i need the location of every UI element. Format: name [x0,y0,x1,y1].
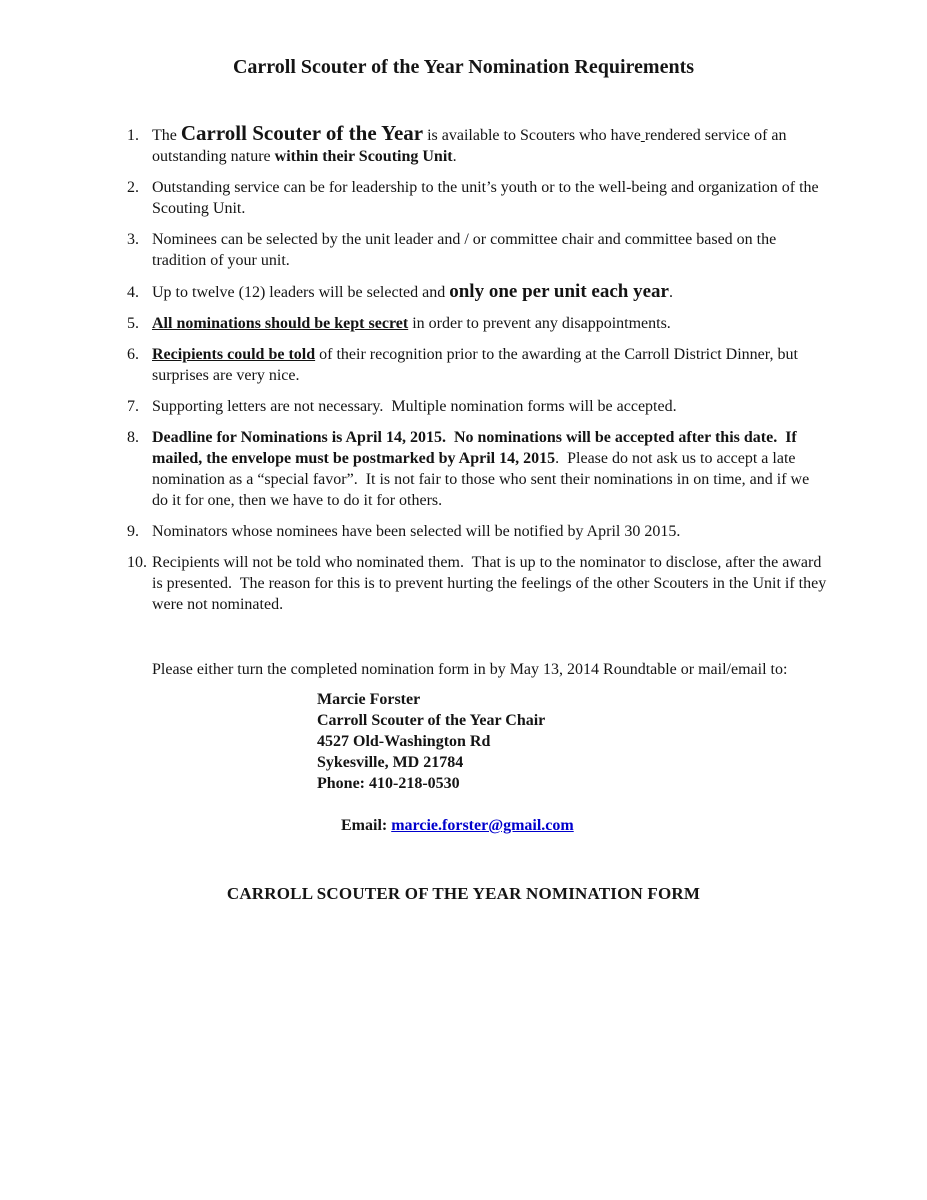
contact-block [317,689,927,857]
list-item-text: Deadline for Nominations is April 14, 2015. No nominations will be accepted after this date. If mailed, the envelope must be postmarked by April 14, 2015. Please do not ask us to accept a late nomination as a “special favor”. It is not fair to those who sent their nominations in on time, and if we do it for one, then we have to do it for others. [152,429,814,509]
contact-email-line [317,794,927,857]
contact-city: Sykesville, MD 21784 [317,754,464,771]
list-item-text: Nominees can be selected by the unit leader and / or committee chair and committee based on the tradition of your unit. [152,231,781,269]
list-item-number: 4. [127,284,139,301]
list-item-text: The Carroll Scouter of the Year is available to Scouters who have rendered service of an outstanding nature within their Scouting Unit. [152,121,791,165]
list-item-text: Outstanding service can be for leadership to the unit’s youth or to the well-being and organization of the Scouting Unit. [152,179,823,217]
list-item-text: Up to twelve (12) leaders will be selected and only one per unit each year. [152,281,673,302]
contact-email-label: Email: [341,817,392,834]
list-item-number: 2. [127,179,139,196]
list-item-number: 8. [127,429,139,446]
list-item-text: Recipients could be told of their recognition prior to the awarding at the Carroll District Dinner, but surprises are very nice. [152,346,802,384]
list-item-number: 6. [127,346,139,363]
list-item [127,281,827,303]
list-item-number: 10. [127,554,147,571]
list-item-number: 1. [127,127,139,144]
list-item [127,396,827,417]
list-item [127,313,827,334]
requirements-list [127,121,831,615]
list-item [127,552,831,615]
list-item-text: All nominations should be kept secret in order to prevent any disappointments. [152,315,671,332]
list-item [127,427,827,511]
list-item-number: 9. [127,523,139,540]
contact-name: Marcie Forster [317,691,421,708]
form-title: CARROLL SCOUTER OF THE YEAR NOMINATION FORM [226,884,701,903]
document-title: Carroll Scouter of the Year Nomination Requirements [232,56,695,78]
list-item [127,123,827,167]
list-item [127,229,827,271]
contact-phone: Phone: 410-218-0530 [317,775,460,792]
list-item-text: Nominators whose nominees have been selected will be notified by April 30 2015. [152,523,681,540]
contact-role: Carroll Scouter of the Year Chair [317,712,546,729]
list-item [127,521,827,542]
list-item [127,344,827,386]
list-item-text: Supporting letters are not necessary. Multiple nomination forms will be accepted. [152,398,677,415]
list-item-number: 3. [127,231,139,248]
email-link[interactable]: marcie.forster@gmail.com [391,817,574,834]
list-item-text: Recipients will not be told who nominated them. That is up to the nominator to disclose, after the award is presented. The reason for this is to prevent hurting the feelings of the other Scouters in the Unit if they were not nominated. [152,554,831,613]
list-item [127,177,827,219]
list-item-number: 7. [127,398,139,415]
contact-street: 4527 Old-Washington Rd [317,733,491,750]
list-item-number: 5. [127,315,139,332]
closing-paragraph: Please either turn the completed nomination form in by May 13, 2014 Roundtable or mail/email to: [152,661,788,678]
